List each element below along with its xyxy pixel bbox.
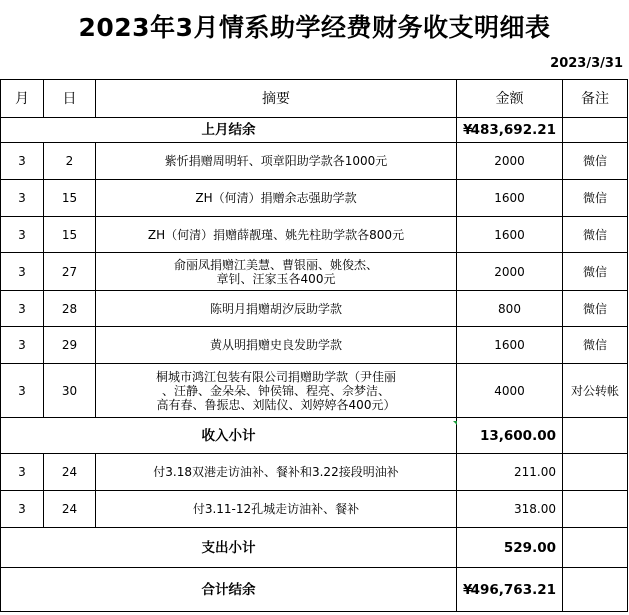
page-title: 2023年3月情系助学经费财务收支明细表 (78, 13, 551, 42)
cell-day: 15 (44, 217, 96, 253)
cell-summary: 付3.11-12孔城走访油补、餐补 (96, 491, 457, 528)
cell-summary: 黄从明捐赠史良发助学款 (96, 327, 457, 364)
expense-subtotal-row (1, 528, 628, 568)
cell-month: 3 (1, 291, 44, 327)
cell-day: 29 (44, 327, 96, 364)
cell-remark: 微信 (563, 253, 628, 291)
finance-table (0, 79, 628, 612)
income-rows (1, 143, 628, 418)
cell-month: 3 (1, 217, 44, 253)
cell-day: 27 (44, 253, 96, 291)
cell-amount: 318.00 (457, 491, 563, 528)
currency-symbol: ¥ (463, 122, 473, 138)
expense-subtotal-remark (563, 528, 628, 568)
table-row (1, 327, 628, 364)
cell-summary: 陈明月捐赠胡汐辰助学款 (96, 291, 457, 327)
cell-remark: 微信 (563, 180, 628, 217)
opening-balance-amount (457, 118, 563, 143)
opening-balance-remark (563, 118, 628, 143)
header-row (1, 80, 628, 118)
cell-remark: 微信 (563, 291, 628, 327)
income-subtotal-remark (563, 418, 628, 454)
cell-summary: ZH（何清）捐赠薛靓瑾、姚先柱助学款各800元 (96, 217, 457, 253)
header-summary: 摘要 (96, 80, 457, 118)
closing-balance-label: 合计结余 (1, 568, 457, 612)
income-subtotal-amount: 13,600.00 (457, 418, 563, 454)
cell-remark: 微信 (563, 327, 628, 364)
table-row (1, 491, 628, 528)
expense-rows (1, 454, 628, 528)
closing-balance-amount (457, 568, 563, 612)
cell-remark (563, 491, 628, 528)
cell-remark: 微信 (563, 143, 628, 180)
cell-amount: 2000 (457, 253, 563, 291)
opening-amount-value: 483,692.21 (470, 122, 556, 138)
expense-subtotal-label: 支出小计 (1, 528, 457, 568)
closing-amount-value: 496,763.21 (470, 581, 556, 598)
table-row (1, 143, 628, 180)
cell-amount: 211.00 (457, 454, 563, 491)
income-subtotal-label: 收入小计 (1, 418, 457, 454)
cell-month: 3 (1, 180, 44, 217)
table-row (1, 364, 628, 418)
cell-summary: 紫忻捐赠周明轩、项章阳助学款各1000元 (96, 143, 457, 180)
cell-remark: 微信 (563, 217, 628, 253)
cell-remark: 对公转帐 (563, 364, 628, 418)
table-row (1, 253, 628, 291)
cell-day: 15 (44, 180, 96, 217)
cell-day: 28 (44, 291, 96, 327)
cell-amount: 1600 (457, 180, 563, 217)
cell-day: 24 (44, 491, 96, 528)
table-row (1, 217, 628, 253)
cell-amount: 800 (457, 291, 563, 327)
cell-summary: 付3.18双港走访油补、餐补和3.22接段明油补 (96, 454, 457, 491)
cell-month: 3 (1, 143, 44, 180)
expense-subtotal-amount: 529.00 (457, 528, 563, 568)
header-amount: 金额 (457, 80, 563, 118)
cell-day: 30 (44, 364, 96, 418)
cell-month: 3 (1, 454, 44, 491)
cell-comment-marker (453, 421, 457, 425)
income-subtotal-row (1, 418, 628, 454)
cell-month: 3 (1, 253, 44, 291)
closing-balance-remark (563, 568, 628, 612)
cell-summary: 桐城市鸿江包装有限公司捐赠助学款（尹佳丽 、汪静、金朵朵、钟侯锦、程亮、佘梦洁、 高有春、鲁振忠、刘陆仪、刘婷婷各400元） (96, 364, 457, 418)
table-row (1, 291, 628, 327)
currency-symbol: ¥ (463, 581, 473, 598)
cell-day: 2 (44, 143, 96, 180)
report-date: 2023/3/31 (550, 56, 623, 71)
cell-day: 24 (44, 454, 96, 491)
header-day: 日 (44, 80, 96, 118)
table-row (1, 180, 628, 217)
closing-balance-row (1, 568, 628, 612)
cell-amount: 2000 (457, 143, 563, 180)
header-remark: 备注 (563, 80, 628, 118)
table-row (1, 454, 628, 491)
cell-amount: 4000 (457, 364, 563, 418)
cell-amount: 1600 (457, 327, 563, 364)
opening-balance-label: 上月结余 (1, 118, 457, 143)
cell-month: 3 (1, 327, 44, 364)
cell-remark (563, 454, 628, 491)
cell-amount: 1600 (457, 217, 563, 253)
cell-month: 3 (1, 491, 44, 528)
cell-month: 3 (1, 364, 44, 418)
cell-summary: 俞丽凤捐赠江美慧、曹银丽、姚俊杰、 章钊、汪家玉各400元 (96, 253, 457, 291)
header-month: 月 (1, 80, 44, 118)
opening-balance-row (1, 118, 628, 143)
cell-summary: ZH（何清）捐赠余志强助学款 (96, 180, 457, 217)
